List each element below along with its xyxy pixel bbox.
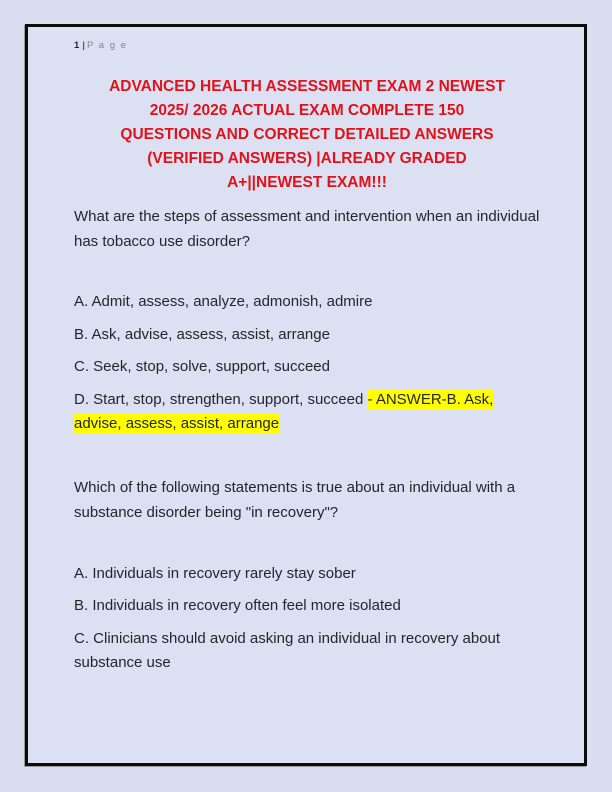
page-header-separator: |: [82, 40, 85, 51]
exam-title: [74, 75, 540, 195]
page-header: [74, 40, 540, 51]
exam-title-line: A+||NEWEST EXAM!!!: [227, 174, 387, 191]
question-2-option-b: B. Individuals in recovery often feel more isolated: [74, 597, 401, 614]
question-1-option-b: B. Ask, advise, assess, assist, arrange: [74, 325, 330, 343]
page-border-frame: [25, 24, 587, 766]
question-1-options: [74, 290, 540, 436]
page-number: 1: [74, 40, 81, 51]
question-1-option-a: A. Admit, assess, analyze, admonish, admire: [74, 293, 373, 310]
question-2-options: [74, 562, 540, 675]
exam-title-line: ADVANCED HEALTH ASSESSMENT EXAM 2 NEWEST: [109, 78, 505, 95]
question-1-option-c: C. Seek, stop, solve, support, succeed: [74, 358, 330, 375]
question-2-text: Which of the following statements is true about an individual with a substance disorder being "in recovery"?: [74, 478, 516, 521]
question-1-text: What are the steps of assessment and intervention when an individual has tobacco use disorder?: [74, 208, 540, 250]
exam-title-line: (VERIFIED ANSWERS) |ALREADY GRADED: [147, 150, 467, 167]
question-2-option-a: A. Individuals in recovery rarely stay sober: [74, 564, 356, 582]
question-1-option-d-text: D. Start, stop, strengthen, support, succeed: [74, 390, 368, 408]
question-2-option-c: C. Clinicians should avoid asking an individual in recovery about substance use: [74, 629, 501, 671]
exam-title-line: QUESTIONS AND CORRECT DETAILED ANSWERS: [120, 126, 494, 143]
page-word: P a g e: [86, 40, 128, 51]
question-1-option-d: [74, 388, 540, 436]
exam-title-line: 2025/ 2026 ACTUAL EXAM COMPLETE 150: [149, 102, 465, 119]
answer-highlight: - ANSWER-B. Ask, advise, assess, assist, arrange: [74, 390, 494, 432]
page-content: [28, 27, 584, 675]
